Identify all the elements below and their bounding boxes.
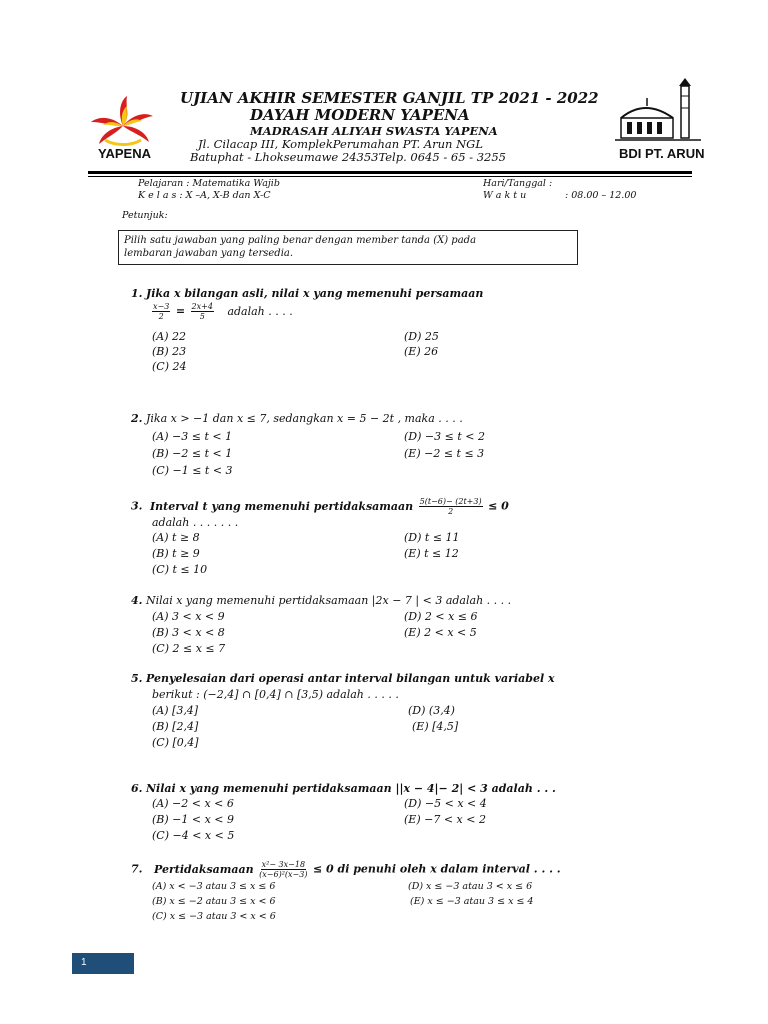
option-b[interactable]: (B) 3 < x < 8 — [152, 626, 225, 639]
question-1-equation — [150, 302, 293, 321]
option-a[interactable]: (A) x < −3 atau 3 ≤ x ≤ 6 — [152, 881, 276, 892]
option-d[interactable]: (D) 25 — [404, 330, 439, 343]
question-4 — [131, 594, 511, 607]
time-label: W a k t u — [483, 190, 527, 201]
option-a[interactable]: (A) 3 < x < 9 — [152, 610, 225, 623]
page-number-badge — [72, 953, 134, 974]
option-d[interactable]: (D) t ≤ 11 — [404, 531, 460, 544]
question-text: Jika x > −1 dan x ≤ 7, sedangkan x = 5 − 2t , maka . . . . — [145, 412, 463, 425]
option-e[interactable]: (E) −7 < x < 2 — [404, 813, 486, 826]
equals-sign: = — [175, 304, 186, 318]
instructions-box — [118, 230, 578, 265]
question-text: Nilai x yang memenuhi pertidaksamaan |2x − 7 | < 3 adalah . . . . — [145, 594, 512, 607]
option-a[interactable]: (A) −3 ≤ t < 1 — [152, 430, 233, 443]
question-text-end: adalah . . . . — [227, 304, 293, 318]
option-e[interactable]: (E) −2 ≤ t ≤ 3 — [404, 447, 485, 460]
instructions-line1: Pilih satu jawaban yang paling benar dengan member tanda (X) pada — [124, 235, 477, 246]
question-text: Pertidaksamaan — [153, 862, 254, 876]
school-name: MADRASAH ALIYAH SWASTA YAPENA — [250, 124, 498, 138]
fraction: $\frac{5(t-6)- (2t+3)}{2}$ — [419, 497, 482, 516]
option-a[interactable]: (A) 22 — [152, 330, 187, 343]
option-b[interactable]: (B) −1 < x < 9 — [152, 813, 235, 826]
question-number: 3. — [131, 499, 143, 513]
option-d[interactable]: (D) 2 < x ≤ 6 — [404, 610, 478, 623]
bdi-arun-logo-caption: BDI PT. ARUN — [619, 146, 705, 161]
question-number: 4. — [131, 594, 143, 607]
bdi-arun-logo — [615, 78, 705, 161]
option-d[interactable]: (D) x ≤ −3 atau 3 < x ≤ 6 — [408, 881, 533, 892]
fraction-left: $\frac{x-3}{2}$ — [153, 302, 170, 321]
option-b[interactable]: (B) t ≥ 9 — [152, 547, 200, 560]
school-contact: Batuphat - Lhokseumawe 24353Telp. 0645 - 65 - 3255 — [190, 150, 506, 164]
option-e[interactable]: (E) x ≤ −3 atau 3 ≤ x ≤ 4 — [410, 896, 534, 907]
question-number: 2. — [131, 412, 143, 425]
question-number: 7. — [131, 862, 143, 876]
option-b[interactable]: (B) [2,4] — [152, 720, 199, 733]
option-d[interactable]: (D) −5 < x < 4 — [404, 797, 487, 810]
yapena-logo-caption: YAPENA — [98, 146, 151, 161]
question-2 — [131, 412, 463, 425]
header-rule-thin — [88, 176, 692, 177]
option-c[interactable]: (C) −4 < x < 5 — [152, 829, 235, 842]
instructions-heading: Petunjuk: — [122, 210, 168, 221]
fraction: $\frac{\text{x²− 3x−18}}{\text{(x−6)²(x−3)}}$ — [259, 860, 308, 879]
question-text-end: ≤ 0 di penuhi oleh x dalam interval . . . . — [312, 862, 561, 876]
exam-title: UJIAN AKHIR SEMESTER GANJIL TP 2021 - 2022 — [180, 89, 599, 107]
class-label: K e l a s : X –A, X-B dan X-C — [138, 190, 271, 201]
question-7 — [131, 860, 561, 879]
option-a[interactable]: (A) t ≥ 8 — [152, 531, 200, 544]
question-text: Penyelesaian dari operasi antar interval bilangan untuk variabel x — [145, 672, 555, 685]
option-d[interactable]: (D) (3,4) — [408, 704, 455, 717]
question-text: Jika x bilangan asli, nilai x yang memenuhi persamaan — [145, 287, 484, 300]
fraction-right: $\frac{2x+4}{5}$ — [191, 302, 213, 321]
institution-title: DAYAH MODERN YAPENA — [250, 106, 470, 124]
option-a[interactable]: (A) −2 < x < 6 — [152, 797, 234, 810]
option-b[interactable]: (B) −2 ≤ t < 1 — [152, 447, 233, 460]
option-b[interactable]: (B) 23 — [152, 345, 187, 358]
option-b[interactable]: (B) x ≤ −2 atau 3 ≤ x < 6 — [152, 896, 276, 907]
question-number: 5. — [131, 672, 143, 685]
date-label: Hari/Tanggal : — [483, 178, 553, 189]
school-address: Jl. Cilacap III, KomplekPerumahan PT. Arun NGL — [198, 137, 483, 151]
question-1 — [131, 287, 483, 300]
option-a[interactable]: (A) [3,4] — [152, 704, 199, 717]
option-c[interactable]: (C) x ≤ −3 atau 3 < x < 6 — [152, 911, 276, 922]
question-text-end: ≤ 0 — [488, 499, 509, 513]
header-rule-thick — [88, 171, 692, 174]
option-c[interactable]: (C) t ≤ 10 — [152, 563, 208, 576]
page-number: 1 — [81, 957, 87, 968]
option-e[interactable]: (E) t ≤ 12 — [404, 547, 459, 560]
question-6 — [131, 782, 556, 795]
question-number: 1. — [131, 287, 143, 300]
question-3-continuation: adalah . . . . . . . — [152, 516, 239, 529]
question-number: 6. — [131, 782, 143, 795]
time-value: : 08.00 – 12.00 — [565, 190, 637, 201]
question-5-continuation: berikut : (−2,4] ∩ [0,4] ∩ [3,5) adalah . . . . . — [152, 688, 399, 701]
option-c[interactable]: (C) [0,4] — [152, 736, 199, 749]
option-c[interactable]: (C) −1 ≤ t < 3 — [152, 464, 233, 477]
question-text: Nilai x yang memenuhi pertidaksamaan ||x − 4|− 2| < 3 adalah . . . — [145, 782, 556, 795]
question-5 — [131, 672, 555, 685]
subject-label: Pelajaran : Matematika Wajib — [138, 178, 280, 189]
question-text: Interval t yang memenuhi pertidaksamaan — [149, 499, 414, 513]
yapena-logo — [80, 96, 166, 162]
option-e[interactable]: (E) 2 < x < 5 — [404, 626, 477, 639]
question-3 — [131, 497, 509, 516]
option-d[interactable]: (D) −3 ≤ t < 2 — [404, 430, 485, 443]
option-e[interactable]: (E) [4,5] — [412, 720, 459, 733]
instructions-line2: lembaran jawaban yang tersedia. — [124, 248, 294, 259]
option-c[interactable]: (C) 2 ≤ x ≤ 7 — [152, 642, 226, 655]
option-c[interactable]: (C) 24 — [152, 360, 187, 373]
option-e[interactable]: (E) 26 — [404, 345, 439, 358]
